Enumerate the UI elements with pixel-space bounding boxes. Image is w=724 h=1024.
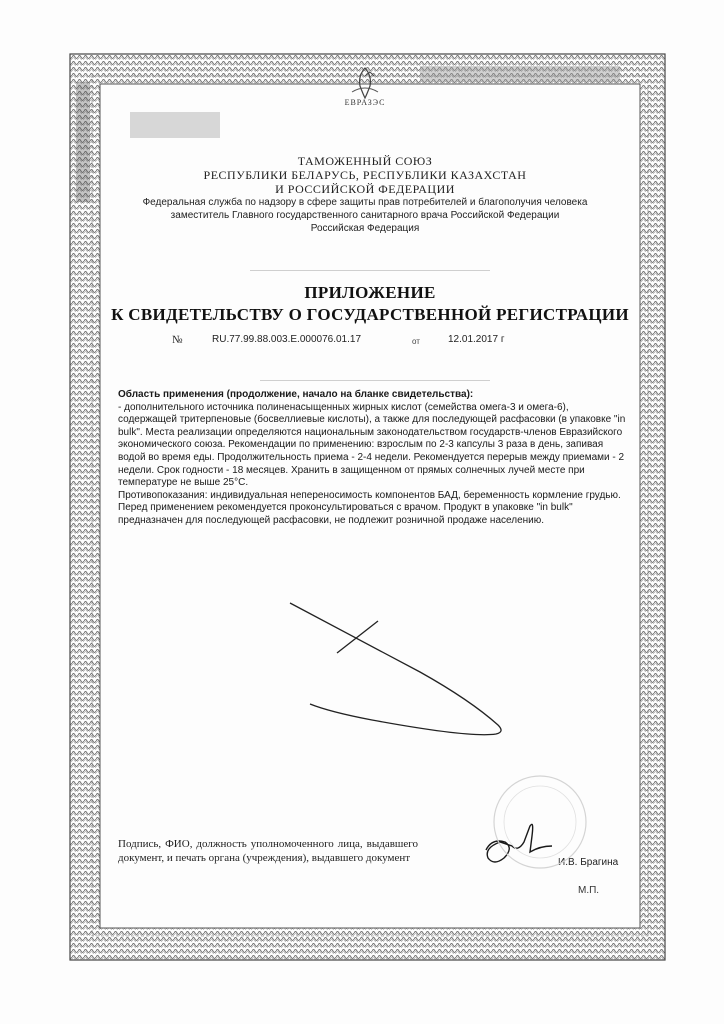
- issuer-header: [110, 154, 620, 235]
- number-sign: №: [172, 334, 183, 346]
- title-line-1: ПРИЛОЖЕНИЕ: [304, 283, 436, 302]
- signer-name: И.В. Брагина: [558, 857, 619, 868]
- emblem-label: ЕВРАЗЭС: [344, 98, 386, 107]
- scope-of-application: [118, 389, 628, 528]
- scope-paragraph-1: - дополнительного источника полиненасыщенных жирных кислот (семейства омега-3 и омега-6), содержащей тритерпеновые (босвеллиевые кислоты), а также для последующей расфасовки (в упаковке "in bulk". Места реализации определяются национальным законодательством государств-членов Евразийского экономического союза. Рекомендации по применению: взрослым по 2-3 капсулы 3 раза в день, запивая водой во время еды. Продолжительность приема - 2-4 недели. Рекомендуется перерыв между приемами - 2 недели. Срок годности - 18 месяцев. Хранить в защищенном от прямых солнечных лучей месте при температуре не выше 25°С.: [118, 401, 626, 489]
- registration-number: RU.77.99.88.003.Е.000076.01.17: [212, 334, 362, 345]
- from-word: от: [412, 337, 420, 346]
- agency-line-1: Федеральная служба по надзору в сфере защиты прав потребителей и благополучия человека: [142, 197, 588, 208]
- divider: [250, 270, 490, 271]
- signature-caption: Подпись, ФИО, должность уполномоченного лица, выдавшего документ, и печать органа (учреждения), выдавшего документ: [118, 838, 418, 864]
- customs-union-line: ТАМОЖЕННЫЙ СОЮЗ: [297, 154, 433, 168]
- registration-line: [172, 334, 592, 350]
- countries-line-1: РЕСПУБЛИКИ БЕЛАРУСЬ, РЕСПУБЛИКИ КАЗАХСТАН: [203, 168, 527, 182]
- scope-heading: Область применения (продолжение, начало на бланке свидетельства):: [118, 389, 474, 400]
- registration-date: 12.01.2017 г: [448, 334, 505, 345]
- divider: [260, 380, 490, 381]
- agency-line-2: заместитель Главного государственного санитарного врача Российской Федерации: [170, 210, 560, 221]
- title-line-2: К СВИДЕТЕЛЬСТВУ О ГОСУДАРСТВЕННОЙ РЕГИСТРАЦИИ: [111, 305, 629, 324]
- seal-place-mark: М.П.: [578, 885, 600, 896]
- contraindications-paragraph: Противопоказания: индивидуальная непереносимость компонентов БАД, беременность кормление грудью. Перед применением рекомендуется проконсультироваться с врачом. Продукт в упаковке "in bulk" предназначен для последующей расфасовки, не подлежит розничной продаже населению.: [118, 489, 621, 526]
- country-line: Российская Федерация: [310, 223, 420, 234]
- document-title: [90, 282, 650, 326]
- countries-line-2: И РОССИЙСКОЙ ФЕДЕРАЦИИ: [275, 182, 455, 196]
